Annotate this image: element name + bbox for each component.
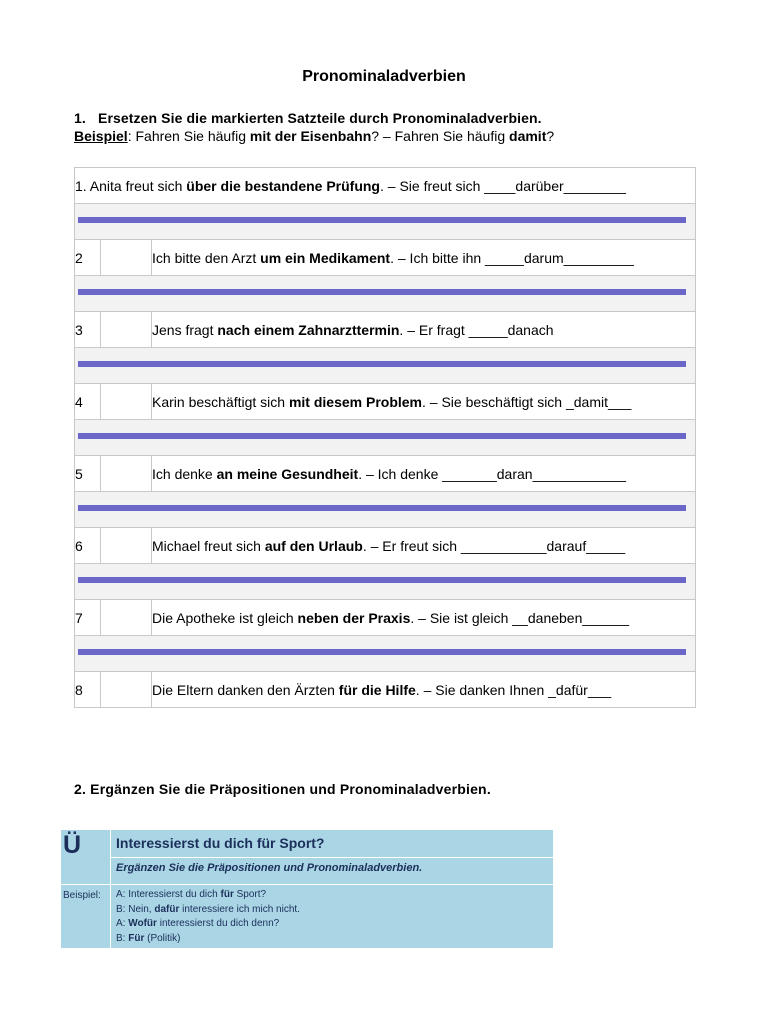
exercise-text <box>152 384 696 420</box>
separator-bar <box>78 289 686 295</box>
exercise-1-text <box>75 168 696 204</box>
exercise-number: 8 <box>75 672 101 708</box>
exercise-row-5 <box>75 456 696 492</box>
dialogue-text: B: <box>116 932 129 944</box>
separator-row <box>75 420 696 456</box>
dialogue-text: Sport? <box>233 889 267 900</box>
example-text-2: ? – Fahren Sie häufig <box>371 128 510 144</box>
exercise-marked: um ein Medikament <box>260 249 391 266</box>
exercise-post: . – Er freut sich ___________darauf_____ <box>362 537 626 554</box>
separator-bar <box>78 505 686 511</box>
exercise-post: . – Ich bitte ihn _____darum_________ <box>390 249 634 266</box>
exercise-pre: Karin beschäftigt sich <box>152 393 289 410</box>
dialogue-line <box>116 932 300 947</box>
exercise-number: 2 <box>75 240 101 276</box>
example-answer: damit <box>509 128 547 144</box>
exercise-blank-cell[interactable] <box>101 672 152 708</box>
exercise-number: 5 <box>75 456 101 492</box>
exercise-pre: Michael freut sich <box>152 537 265 554</box>
separator-row <box>75 636 696 672</box>
separator-bar <box>78 361 686 367</box>
exercise-text <box>152 456 696 492</box>
exercise-text <box>152 600 696 636</box>
exercise-number: 6 <box>75 528 101 564</box>
exercise-row-2 <box>75 240 696 276</box>
exercise-post: . – Ich denke _______daran____________ <box>358 465 627 482</box>
example-marked-phrase: mit der Eisenbahn <box>249 128 372 144</box>
separator-bar <box>78 649 686 655</box>
page-title: Pronominaladverbien <box>302 68 466 85</box>
example-text-3: ? <box>546 128 555 144</box>
exercise-row-4 <box>75 384 696 420</box>
exercise-blank-cell[interactable] <box>101 240 152 276</box>
separator-row <box>75 492 696 528</box>
dialogue-line <box>116 917 300 932</box>
exercise-text <box>152 240 696 276</box>
excerpt-left-column <box>61 830 109 948</box>
exercise-blank-cell[interactable] <box>101 600 152 636</box>
exercise-text <box>152 312 696 348</box>
exercise-row-7 <box>75 600 696 636</box>
exercise-marked: für die Hilfe <box>338 681 416 698</box>
excerpt-dialogue <box>116 888 300 946</box>
exercise-glyph-icon: Ü <box>63 831 82 859</box>
exercise-post: . – Sie beschäftigt sich _damit___ <box>422 393 632 410</box>
exercise-1-marked: über die bestandene Prüfung <box>186 177 380 194</box>
exercise-marked: mit diesem Problem <box>288 393 423 410</box>
exercise-1-pre: 1. Anita freut sich <box>75 177 187 194</box>
divider <box>61 884 553 885</box>
divider <box>111 857 553 858</box>
exercise-number: 7 <box>75 600 101 636</box>
separator-row <box>75 204 696 240</box>
exercise-row-8 <box>75 672 696 708</box>
exercise-pre: Die Eltern danken den Ärzten <box>152 681 339 698</box>
exercise-post: . – Er fragt _____danach <box>399 321 554 338</box>
dialogue-bold: Für <box>128 932 145 944</box>
exercise-pre: Ich denke <box>152 465 217 482</box>
exercise-number: 4 <box>75 384 101 420</box>
dialogue-text: interessierst du dich denn? <box>156 918 280 929</box>
exercise-pre: Die Apotheke ist gleich <box>152 609 298 626</box>
dialogue-line <box>116 888 300 903</box>
dialogue-line <box>116 903 300 918</box>
exercise-pre: Jens fragt <box>152 321 218 338</box>
excerpt-title: Interessierst du dich für Sport? <box>116 835 325 851</box>
excerpt-instruction: Ergänzen Sie die Präpositionen und Pronominaladverbien. <box>116 862 423 874</box>
exercise-marked: an meine Gesundheit <box>216 465 359 482</box>
textbook-excerpt <box>61 830 553 948</box>
exercise-post: . – Sie ist gleich __daneben______ <box>410 609 630 626</box>
exercise-blank-cell[interactable] <box>101 456 152 492</box>
task2-heading: 2. Ergänzen Sie die Präpositionen und Pronominaladverbien. <box>74 781 491 797</box>
separator-bar <box>78 217 686 223</box>
dialogue-text: (Politik) <box>144 932 181 944</box>
dialogue-text: B: Nein, <box>116 903 155 915</box>
separator-bar <box>78 433 686 439</box>
dialogue-bold: Wofür <box>128 918 157 929</box>
exercise-pre: Ich bitte den Arzt <box>152 249 261 266</box>
dialogue-bold: für <box>220 889 234 900</box>
exercise-text <box>152 528 696 564</box>
separator-row <box>75 564 696 600</box>
excerpt-example-label: Beispiel: <box>63 890 101 901</box>
task1-instruction: Ersetzen Sie die markierten Satzteile durch Pronominaladverbien. <box>98 110 542 126</box>
dialogue-text: A: <box>116 918 129 929</box>
dialogue-bold: dafür <box>154 903 180 915</box>
exercise-marked: nach einem Zahnarzttermin <box>217 321 400 338</box>
exercise-1-post: . – Sie freut sich ____darüber________ <box>380 177 626 194</box>
separator-row <box>75 348 696 384</box>
exercise-blank-cell[interactable] <box>101 312 152 348</box>
example-line <box>74 128 554 144</box>
exercise-number: 3 <box>75 312 101 348</box>
exercise-text <box>152 672 696 708</box>
exercise-row-6 <box>75 528 696 564</box>
exercise-marked: neben der Praxis <box>297 609 411 626</box>
exercise-blank-cell[interactable] <box>101 528 152 564</box>
exercise-table <box>74 167 696 708</box>
example-text-1: : Fahren Sie häufig <box>127 128 250 144</box>
divider <box>110 830 111 948</box>
exercise-post: . – Sie danken Ihnen _dafür___ <box>415 681 612 698</box>
exercise-row-3 <box>75 312 696 348</box>
separator-bar <box>78 577 686 583</box>
example-label: Beispiel <box>74 128 128 144</box>
exercise-blank-cell[interactable] <box>101 384 152 420</box>
dialogue-text: A: Interessierst du dich <box>116 889 221 900</box>
dialogue-text: interessiere ich mich nicht. <box>179 903 300 915</box>
task1-number: 1. <box>74 110 86 126</box>
exercise-row-1 <box>75 168 696 204</box>
exercise-marked: auf den Urlaub <box>264 537 363 554</box>
task1-heading <box>74 110 542 126</box>
separator-row <box>75 276 696 312</box>
